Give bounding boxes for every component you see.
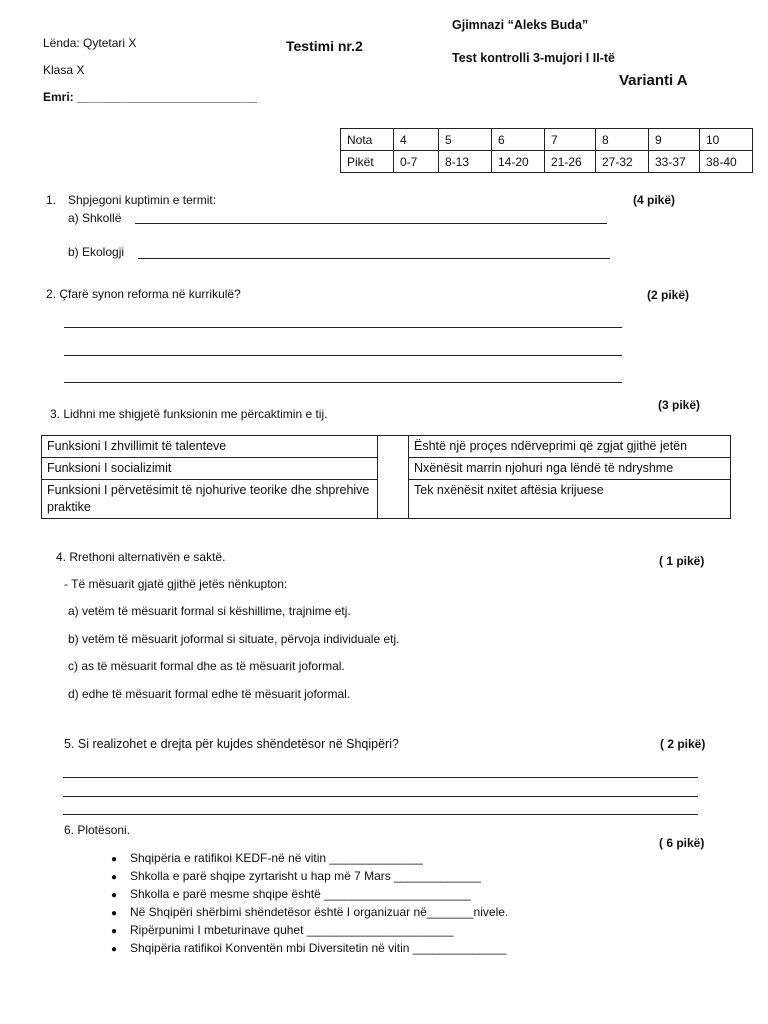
bullet-icon: ● — [111, 872, 118, 883]
function-cell[interactable]: Funksioni I zhvillimit të talenteve — [42, 436, 378, 458]
grade-cell: 10 — [700, 129, 753, 151]
q5-answer-line[interactable] — [63, 814, 698, 815]
bullet-icon: ● — [111, 944, 118, 955]
variant-label: Varianti A — [619, 72, 688, 89]
grade-table — [340, 128, 753, 173]
bullet-icon: ● — [111, 890, 118, 901]
q2-text: 2. Çfarë synon reforma në kurrikulë? — [46, 287, 241, 301]
points-cell: 33-37 — [649, 151, 700, 173]
name-field[interactable]: Emri: ___________________________ — [43, 90, 258, 104]
q2-answer-line[interactable] — [64, 382, 622, 383]
bullet-icon: ● — [111, 854, 118, 865]
points-row — [341, 151, 753, 173]
q5-text: 5. Si realizohet e drejta për kujdes shëndetësor në Shqipëri? — [64, 737, 399, 751]
grade-row-label: Nota — [341, 129, 394, 151]
q4-text: 4. Rrethoni alternativën e saktë. — [56, 550, 226, 564]
q2-answer-line[interactable] — [64, 327, 622, 328]
grade-cell: 5 — [439, 129, 492, 151]
grade-cell: 8 — [596, 129, 649, 151]
subject-label: Lënda: Qytetari X — [43, 36, 137, 50]
q4-option-a[interactable]: a) vetëm të mësuarit formal si këshillime, trajnime etj. — [68, 604, 351, 618]
points-cell: 21-26 — [545, 151, 596, 173]
q4-option-d[interactable]: d) edhe të mësuarit formal edhe të mësuarit joformal. — [68, 687, 351, 701]
q6-text: 6. Plotësoni. — [64, 823, 131, 837]
definition-cell[interactable]: Është një proçes ndërveprimi që zgjat gjithë jetën — [409, 436, 731, 458]
q1-b-answer-line[interactable] — [138, 258, 610, 259]
q6-item[interactable]: Në Shqipëri shërbimi shëndetësor është I organizuar në_______nivele. — [130, 905, 509, 919]
q6-points: ( 6 pikë) — [659, 836, 705, 850]
grade-cell: 4 — [394, 129, 439, 151]
test-type: Test kontrolli 3-mujori I II-të — [452, 51, 615, 65]
q2-answer-line[interactable] — [64, 355, 622, 356]
q5-points: ( 2 pikë) — [660, 737, 706, 751]
q1-number: 1. — [46, 193, 57, 207]
function-cell[interactable]: Funksioni I përvetësimit të njohurive teorike dhe shprehive praktike — [42, 480, 378, 519]
class-label: Klasa X — [43, 63, 85, 77]
school-name: Gjimnazi “Aleks Buda” — [452, 18, 589, 32]
test-title: Testimi nr.2 — [286, 38, 363, 54]
points-cell: 38-40 — [700, 151, 753, 173]
q6-item[interactable]: Shqipëria e ratifikoi KEDF-në në vitin ______________ — [130, 851, 423, 865]
q6-item[interactable]: Shqipëria ratifikoi Konventën mbi Diversitetin në vitin ______________ — [130, 941, 507, 955]
q3-text: 3. Lidhni me shigjetë funksionin me përcaktimin e tij. — [50, 407, 328, 421]
grade-row — [341, 129, 753, 151]
arrow-space[interactable] — [378, 436, 409, 519]
q3-points: (3 pikë) — [658, 398, 701, 412]
q1-a-answer-line[interactable] — [135, 223, 607, 224]
q1-text: Shpjegoni kuptimin e termit: — [68, 193, 217, 207]
bullet-icon: ● — [111, 926, 118, 937]
q4-stem: - Të mësuarit gjatë gjithë jetës nënkupton: — [64, 577, 288, 591]
q6-item[interactable]: Shkolla e parë mesme shqipe është ______________________ — [130, 887, 471, 901]
function-cell[interactable]: Funksioni I socializimit — [42, 458, 378, 480]
grade-cell: 6 — [492, 129, 545, 151]
points-row-label: Pikët — [341, 151, 394, 173]
grade-cell: 9 — [649, 129, 700, 151]
matching-row — [42, 436, 731, 458]
q4-option-b[interactable]: b) vetëm të mësuarit joformal si situate, përvoja individuale etj. — [68, 632, 400, 646]
definition-cell[interactable]: Tek nxënësit nxitet aftësia krijuese — [409, 480, 731, 519]
definition-cell[interactable]: Nxënësit marrin njohuri nga lëndë të ndryshme — [409, 458, 731, 480]
points-cell: 27-32 — [596, 151, 649, 173]
points-cell: 8-13 — [439, 151, 492, 173]
q1-b-label: b) Ekologji — [68, 245, 125, 259]
q2-points: (2 pikë) — [647, 288, 690, 302]
q5-answer-line[interactable] — [63, 796, 698, 797]
q4-option-c[interactable]: c) as të mësuarit formal dhe as të mësuarit joformal. — [68, 659, 345, 673]
q6-item[interactable]: Ripërpunimi I mbeturinave quhet ______________________ — [130, 923, 454, 937]
q5-answer-line[interactable] — [63, 777, 698, 778]
matching-table — [41, 435, 731, 519]
points-cell: 14-20 — [492, 151, 545, 173]
points-cell: 0-7 — [394, 151, 439, 173]
q1-a-label: a) Shkollë — [68, 211, 122, 225]
grade-cell: 7 — [545, 129, 596, 151]
q1-points: (4 pikë) — [633, 193, 676, 207]
bullet-icon: ● — [111, 908, 118, 919]
q6-item[interactable]: Shkolla e parë shqipe zyrtarisht u hap më 7 Mars _____________ — [130, 869, 481, 883]
q4-points: ( 1 pikë) — [659, 554, 705, 568]
